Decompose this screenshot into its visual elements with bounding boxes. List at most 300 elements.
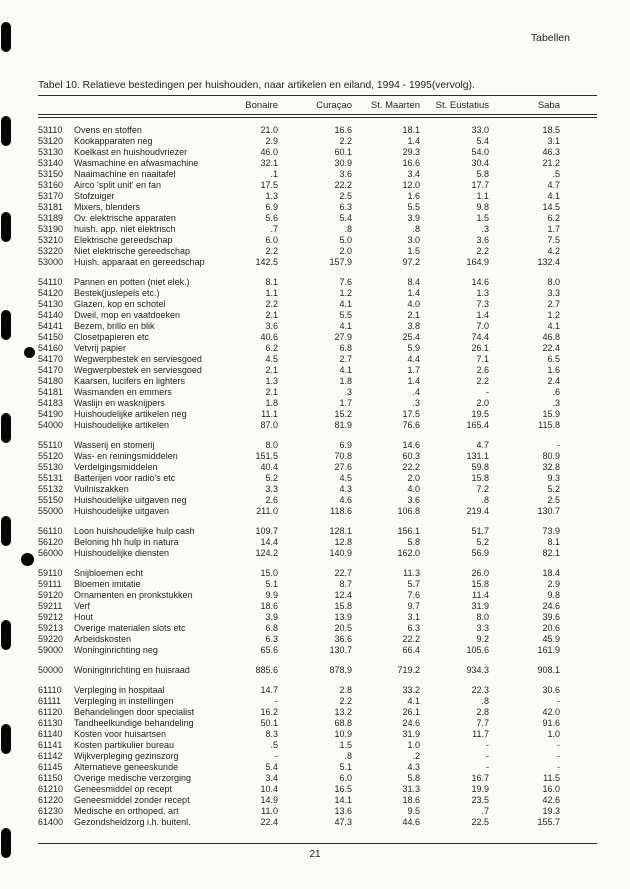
row-value: 2.2: [476, 246, 489, 256]
row-label: Ov. elektrische apparaten: [74, 213, 176, 223]
row-label: Ornamenten en pronkstukken: [74, 590, 193, 600]
row-value: 6.9: [339, 440, 352, 450]
row-value: 19.3: [542, 806, 560, 816]
row-value: 4.1: [339, 321, 352, 331]
table-row: [38, 484, 560, 495]
row-label-cell: [38, 506, 218, 517]
row-label-cell: [38, 147, 218, 158]
row-value: 91.6: [542, 718, 560, 728]
row-code: 56000: [38, 548, 64, 558]
row-value: .7: [270, 224, 278, 234]
row-value: 6.0: [265, 235, 278, 245]
row-value: 3.1: [547, 136, 560, 146]
row-label: Wegwerpbestek en serviesgoed: [74, 365, 202, 375]
row-value: 6.8: [265, 623, 278, 633]
row-value: 15.2: [334, 409, 352, 419]
table-row: [38, 440, 560, 451]
row-value: 4.5: [339, 473, 352, 483]
row-value: 1.8: [265, 398, 278, 408]
row-label-cell: [38, 548, 218, 559]
row-value: 7.3: [476, 299, 489, 309]
row-value: 3.3: [265, 484, 278, 494]
row-label: Dweil, mop en vaatdoeken: [74, 310, 181, 320]
row-label-cell: [38, 665, 218, 676]
binding-hole-mark: [1, 310, 11, 340]
binding-hole-mark: [1, 116, 11, 146]
row-label: Glazen, kop en schotel: [74, 299, 166, 309]
row-value: 3.0: [407, 235, 420, 245]
row-code: 53189: [38, 213, 64, 223]
row-value: 33.2: [402, 685, 420, 695]
row-label-cell: [38, 257, 218, 268]
row-label-cell: [38, 310, 218, 321]
binding-hole-mark: [1, 22, 11, 52]
row-label: Verdelgingsmiddelen: [74, 462, 158, 472]
row-code: 55132: [38, 484, 64, 494]
row-code: 53170: [38, 191, 64, 201]
table-row: [38, 191, 560, 202]
row-code: 54120: [38, 288, 64, 298]
row-value: -: [557, 440, 560, 450]
row-code: 54130: [38, 299, 64, 309]
row-value: 5.2: [265, 473, 278, 483]
row-value: 5.1: [265, 579, 278, 589]
row-code: 54183: [38, 398, 64, 408]
row-label: Overige medische verzorging: [74, 773, 192, 783]
row-label: Wasmanden en emmers: [74, 387, 172, 397]
row-code: 54170: [38, 365, 64, 375]
row-value: 11.7: [472, 729, 489, 739]
row-value: 6.3: [339, 202, 352, 212]
row-label-cell: [38, 473, 218, 484]
row-label: Pannen en potten (niet elek.): [74, 277, 190, 287]
row-value: 3.3: [476, 623, 489, 633]
row-code: 54110: [38, 277, 63, 287]
table-row: [38, 125, 560, 136]
row-value: .5: [270, 740, 278, 750]
row-value: 25.4: [402, 332, 420, 342]
table-row: [38, 612, 560, 623]
row-value: 5.9: [407, 343, 420, 353]
binding-hole-mark: [1, 724, 11, 754]
row-value: 2.6: [265, 495, 278, 505]
row-code: 54180: [38, 376, 64, 386]
row-value: 2.1: [407, 310, 420, 320]
row-value: 81.9: [334, 420, 352, 430]
row-code: 54140: [38, 310, 64, 320]
row-label: huish. app. niet elektrisch: [74, 224, 176, 234]
row-value: 157.9: [329, 257, 352, 267]
row-label: Kosten voor huisartsen: [74, 729, 167, 739]
row-value: 13.6: [334, 806, 352, 816]
row-value: 33.0: [471, 125, 489, 135]
row-value: 26.1: [471, 343, 489, 353]
row-value: 14.1: [334, 795, 352, 805]
row-value: 8.4: [407, 277, 420, 287]
row-value: -: [486, 387, 489, 397]
row-label-cell: [38, 343, 218, 354]
page-number: 21: [309, 849, 321, 860]
row-code: 54190: [38, 409, 64, 419]
row-value: 1.3: [265, 376, 278, 386]
row-code: 61220: [38, 795, 64, 805]
table-row: [38, 299, 560, 310]
row-value: .8: [481, 495, 489, 505]
row-value: 66.4: [402, 645, 420, 655]
table-row: [38, 257, 560, 268]
row-label: Kosten partikulier bureau: [74, 740, 175, 750]
row-value: 47.3: [334, 817, 352, 827]
row-label-cell: [38, 213, 218, 224]
row-label: Arbeidskosten: [74, 634, 132, 644]
row-value: .3: [552, 398, 560, 408]
row-label-cell: [38, 634, 218, 645]
row-value: 8.3: [265, 729, 278, 739]
row-value: 18.5: [542, 125, 560, 135]
row-value: 2.2: [265, 299, 278, 309]
binding-hole-mark: [1, 413, 11, 443]
row-label: Mixers, blenders: [74, 202, 141, 212]
row-value: .3: [412, 398, 420, 408]
row-value: 15.8: [471, 579, 489, 589]
binding-hole-mark: [1, 516, 11, 546]
row-value: 11.1: [261, 409, 278, 419]
row-value: 2.6: [476, 365, 489, 375]
row-label: Huishoudelijke diensten: [74, 548, 170, 558]
row-code: 55000: [38, 506, 64, 516]
row-value: 4.1: [547, 191, 560, 201]
row-value: 46.8: [542, 332, 560, 342]
row-value: 6.5: [547, 354, 560, 364]
row-value: 11.0: [261, 806, 278, 816]
row-label: Wegwerpbestek en serviesgoed: [74, 354, 202, 364]
data-table: [38, 125, 560, 837]
row-value: 7.7: [476, 718, 489, 728]
row-label: Huishoudelijke uitgaven: [74, 506, 170, 516]
row-value: 7.5: [547, 235, 560, 245]
row-value: 4.4: [407, 354, 420, 364]
row-value: 16.7: [471, 773, 489, 783]
row-code: 55110: [38, 440, 63, 450]
row-code: 61142: [38, 751, 63, 761]
row-value: 16.6: [334, 125, 352, 135]
row-value: 124.2: [255, 548, 278, 558]
row-value: 56.9: [471, 548, 489, 558]
row-code: 53220: [38, 246, 64, 256]
column-header: Bonaire: [245, 100, 278, 111]
row-label: Koelkast en huishoudvriezer: [74, 147, 188, 157]
row-label-cell: [38, 365, 218, 376]
row-value: 128.1: [329, 526, 352, 536]
row-value: 9.9: [265, 590, 278, 600]
row-value: 5.6: [265, 213, 278, 223]
row-value: -: [557, 696, 560, 706]
row-value: 44.6: [402, 817, 420, 827]
row-value: 140.9: [329, 548, 352, 558]
table-row: [38, 343, 560, 354]
row-value: 31.3: [402, 784, 420, 794]
row-value: 16.2: [260, 707, 278, 717]
row-value: 9.8: [476, 202, 489, 212]
row-value: 7.1: [476, 354, 489, 364]
row-value: 15.9: [542, 409, 560, 419]
table-row: [38, 398, 560, 409]
row-label-cell: [38, 451, 218, 462]
row-value: 2.2: [265, 246, 278, 256]
row-label-cell: [38, 321, 218, 332]
row-label: Beloning hh hulp in natura: [74, 537, 179, 547]
row-value: 7.2: [476, 484, 489, 494]
row-value: 1.4: [407, 376, 420, 386]
row-label-cell: [38, 191, 218, 202]
table-row: [38, 180, 560, 191]
row-value: .3: [481, 224, 489, 234]
row-value: 1.1: [265, 288, 278, 298]
table-row: [38, 277, 560, 288]
row-label-cell: [38, 387, 218, 398]
row-value: 2.2: [339, 136, 352, 146]
row-value: 45.9: [542, 634, 560, 644]
row-label-cell: [38, 125, 218, 136]
row-code: 59212: [38, 612, 64, 622]
row-value: 70.8: [334, 451, 352, 461]
row-label: Kaarsen, lucifers en lighters: [74, 376, 186, 386]
row-value: 16.5: [334, 784, 352, 794]
table-row: [38, 817, 560, 828]
row-code: 55130: [38, 462, 64, 472]
row-code: 53140: [38, 158, 64, 168]
row-value: 1.0: [407, 740, 420, 750]
row-code: 50000: [38, 665, 64, 675]
row-label: Ovens en stoffen: [74, 125, 142, 135]
row-value: 32.1: [260, 158, 278, 168]
row-value: 934.3: [466, 665, 489, 675]
table-row: [38, 473, 560, 484]
row-code: 54170: [38, 354, 64, 364]
row-label: Snijbloemen echt: [74, 568, 144, 578]
row-code: 53000: [38, 257, 64, 267]
row-value: 4.1: [339, 365, 352, 375]
row-value: 14.5: [542, 202, 560, 212]
table-row: [38, 568, 560, 579]
table-row: [38, 202, 560, 213]
row-value: -: [275, 751, 278, 761]
row-value: 1.3: [265, 191, 278, 201]
row-label: Bloemen imitatie: [74, 579, 141, 589]
binding-hole-mark: [1, 212, 11, 242]
table-row: [38, 548, 560, 559]
row-label: Waslijn en wasknijpers: [74, 398, 165, 408]
row-code: 53150: [38, 169, 64, 179]
row-value: 211.0: [256, 506, 278, 516]
table-row: [38, 537, 560, 548]
row-label: Tandheelkundige behandeling: [74, 718, 194, 728]
row-value: 8.7: [339, 579, 352, 589]
row-label: Huishoudelijke artikelen neg: [74, 409, 187, 419]
table-row: [38, 601, 560, 612]
row-value: 118.6: [330, 506, 352, 516]
row-value: 27.6: [334, 462, 352, 472]
row-value: 42.6: [542, 795, 560, 805]
row-label-cell: [38, 277, 218, 288]
row-label: Airco 'split unit' en fan: [74, 180, 161, 190]
row-label-cell: [38, 484, 218, 495]
row-value: 19.9: [471, 784, 489, 794]
row-value: 1.0: [547, 729, 560, 739]
row-label: Woninginrichting neg: [74, 645, 158, 655]
table-row: [38, 224, 560, 235]
row-value: 115.8: [538, 420, 560, 430]
row-code: 61111: [38, 696, 62, 706]
row-value: 22.2: [402, 634, 420, 644]
row-label: Stofzuiger: [74, 191, 115, 201]
row-value: 4.1: [407, 696, 420, 706]
row-value: 164.9: [466, 257, 489, 267]
row-code: 53160: [38, 180, 64, 190]
row-value: 10.4: [260, 784, 278, 794]
row-value: 1.7: [407, 365, 420, 375]
row-label-cell: [38, 568, 218, 579]
row-value: 142.5: [255, 257, 278, 267]
row-label: Hout: [74, 612, 94, 622]
row-value: 5.4: [265, 762, 278, 772]
row-value: 20.6: [542, 623, 560, 633]
row-value: 878.9: [329, 665, 352, 675]
table-row: [38, 773, 560, 784]
row-label: Was- en reiningsmiddelen: [74, 451, 178, 461]
row-value: 30.4: [471, 158, 489, 168]
row-label: Bezem, brillo en blik: [74, 321, 155, 331]
row-label-cell: [38, 495, 218, 506]
row-value: 8.0: [547, 277, 560, 287]
row-value: 1.5: [407, 246, 420, 256]
table-row: [38, 147, 560, 158]
row-value: 1.5: [339, 740, 352, 750]
row-value: 13.2: [334, 707, 352, 717]
row-value: 74.4: [471, 332, 489, 342]
row-label-cell: [38, 169, 218, 180]
row-label: Verpleging in hospitaal: [74, 685, 165, 695]
table-row: [38, 506, 560, 517]
row-label-cell: [38, 409, 218, 420]
row-code: 55120: [38, 451, 64, 461]
row-value: .3: [344, 387, 352, 397]
table-row: [38, 740, 560, 751]
row-label-cell: [38, 398, 218, 409]
column-header: St. Eustatius: [435, 100, 489, 111]
row-value: 8.1: [265, 277, 278, 287]
row-value: 7.6: [407, 590, 420, 600]
row-value: 3.6: [407, 495, 420, 505]
column-header: Curaçao: [316, 100, 352, 111]
row-value: 5.4: [476, 136, 489, 146]
row-group: [38, 685, 560, 828]
row-value: 3.4: [265, 773, 278, 783]
row-value: 155.7: [537, 817, 560, 827]
row-label-cell: [38, 685, 218, 696]
row-value: 32.8: [542, 462, 560, 472]
row-value: 22.3: [471, 685, 489, 695]
row-value: 4.1: [339, 299, 352, 309]
row-value: -: [557, 762, 560, 772]
row-label-cell: [38, 526, 218, 537]
row-value: 22.2: [334, 180, 352, 190]
row-group: [38, 440, 560, 517]
row-value: 1.6: [547, 365, 560, 375]
row-value: 1.2: [339, 288, 352, 298]
row-value: 156.1: [397, 526, 420, 536]
row-value: 3.6: [265, 321, 278, 331]
row-code: 61130: [38, 718, 63, 728]
row-label: Geneesmiddel zonder recept: [74, 795, 190, 805]
row-label-cell: [38, 354, 218, 365]
row-code: 61141: [38, 740, 63, 750]
row-value: 39.6: [542, 612, 560, 622]
row-value: 22.5: [471, 817, 489, 827]
table-row: [38, 136, 560, 147]
table-row: [38, 409, 560, 420]
row-value: 19.5: [471, 409, 489, 419]
row-value: 3.6: [476, 235, 489, 245]
row-code: 53181: [38, 202, 64, 212]
row-label-cell: [38, 376, 218, 387]
row-label-cell: [38, 246, 218, 257]
row-label: Bestek(juslepels etc.): [74, 288, 160, 298]
row-code: 54181: [38, 387, 64, 397]
row-value: 22.4: [542, 343, 560, 353]
row-value: .8: [412, 224, 420, 234]
row-value: 60.3: [402, 451, 420, 461]
row-code: 59110: [38, 568, 63, 578]
row-value: 5.8: [407, 537, 420, 547]
table-row: [38, 332, 560, 343]
row-label-cell: [38, 612, 218, 623]
row-code: 59211: [38, 601, 63, 611]
row-code: 54150: [38, 332, 64, 342]
row-value: 27.9: [334, 332, 352, 342]
row-value: 17.5: [402, 409, 420, 419]
row-code: 53110: [38, 125, 63, 135]
row-label: Verf: [74, 601, 91, 611]
punch-hole-mark: [21, 553, 34, 566]
row-value: 46.3: [542, 147, 560, 157]
row-value: 8.0: [476, 612, 489, 622]
table-row: [38, 354, 560, 365]
row-value: 5.8: [407, 773, 420, 783]
row-label-cell: [38, 729, 218, 740]
table-row: [38, 784, 560, 795]
row-value: 7.0: [476, 321, 489, 331]
row-value: 87.0: [260, 420, 278, 430]
row-label: Huish. apparaat en gereedschap: [74, 257, 205, 267]
page-header-label: Tabellen: [530, 32, 570, 44]
row-value: -: [486, 751, 489, 761]
row-value: 14.6: [471, 277, 489, 287]
row-value: 15.8: [471, 473, 489, 483]
row-value: 132.4: [537, 257, 560, 267]
row-value: 14.4: [260, 537, 278, 547]
row-value: 73.9: [542, 526, 560, 536]
row-value: 21.0: [260, 125, 278, 135]
row-value: 2.9: [547, 579, 560, 589]
row-code: 61400: [38, 817, 64, 827]
row-group: [38, 526, 560, 559]
row-value: 1.7: [339, 398, 352, 408]
row-value: 1.4: [476, 310, 489, 320]
row-value: 22.4: [260, 817, 278, 827]
row-label: Wijkverpleging gezinszorg: [74, 751, 179, 761]
row-value: .6: [552, 387, 560, 397]
